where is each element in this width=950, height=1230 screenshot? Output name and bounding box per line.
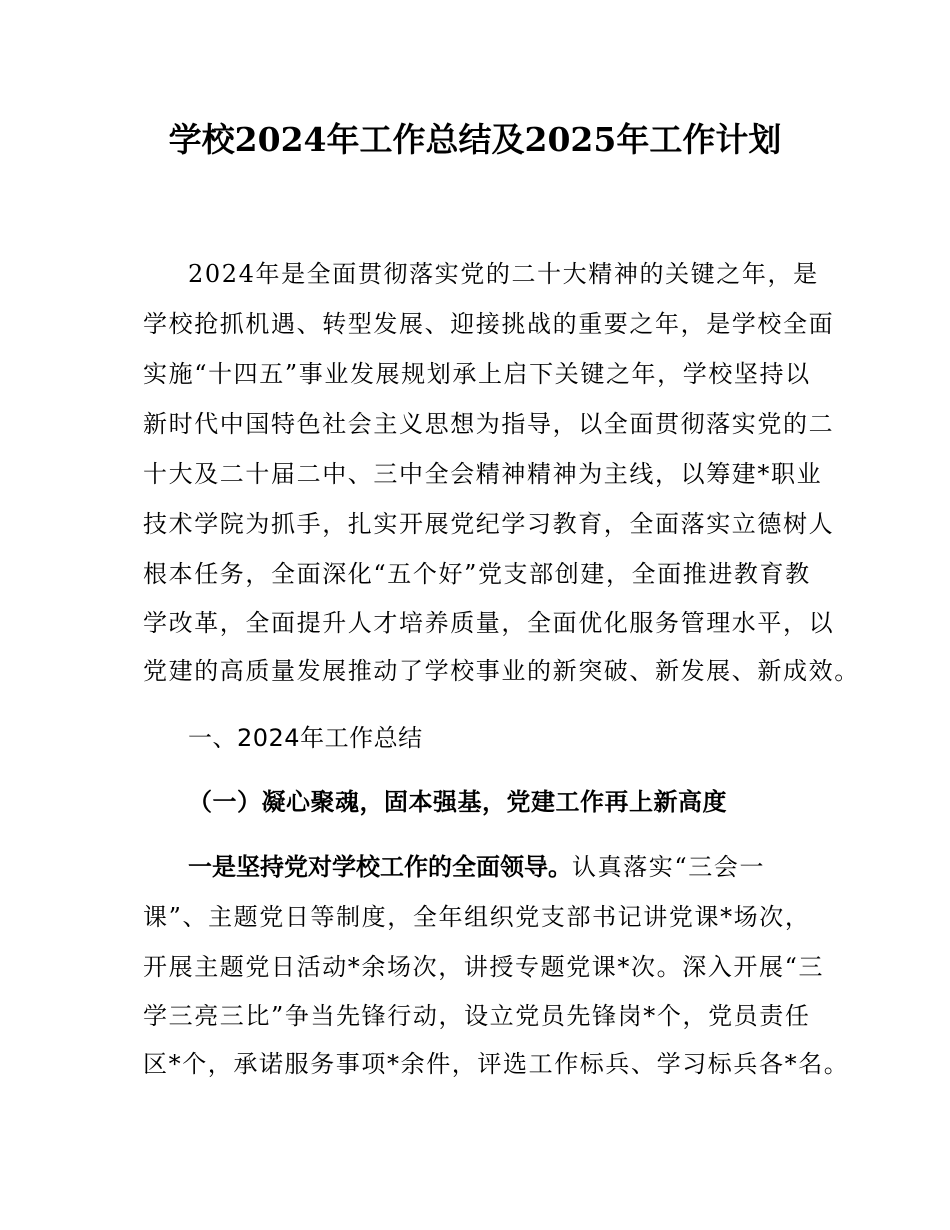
para1-line-4: 学三亮三比”争当先锋行动，设立党员先锋岗*个，党员责任: [143, 1002, 811, 1030]
intro-line-1: 2024年是全面贯彻落实党的二十大精神的关键之年，是: [188, 260, 819, 288]
subsection-heading: （一）凝心聚魂，固本强基，党建工作再上新高度: [188, 788, 727, 816]
intro-line-5: 十大及二十届二中、三中全会精神精神为主线，以筹建*职业: [143, 460, 823, 488]
para1-line-1: [188, 847, 765, 887]
para1-lead: 一是坚持党对学校工作的全面领导。: [188, 853, 572, 881]
intro-line-9: 党建的高质量发展推动了学校事业的新突破、新发展、新成效。: [143, 657, 860, 685]
intro-line-8: 学改革，全面提升人才培养质量，全面优化服务管理水平，以: [143, 609, 835, 637]
para1-line-5: 区*个，承诺服务事项*余件，评选工作标兵、学习标兵各*名。: [143, 1050, 850, 1078]
intro-line-4: 新时代中国特色社会主义思想为指导，以全面贯彻落实党的二: [143, 410, 835, 438]
document-title: 学校2024年工作总结及2025年工作计划: [168, 120, 782, 159]
intro-line-7: 根本任务，全面深化“五个好”党支部创建，全面推进教育教: [143, 560, 811, 588]
intro-line-6: 技术学院为抓手，扎实开展党纪学习教育，全面落实立德树人: [143, 510, 835, 538]
para1-first-line-rest: 认真落实“三会一: [572, 853, 766, 881]
para1-line-3: 开展主题党日活动*余场次，讲授专题党课*次。深入开展“三: [143, 953, 825, 981]
intro-line-2: 学校抢抓机遇、转型发展、迎接挑战的重要之年，是学校全面: [143, 310, 835, 338]
section-heading: 一、2024年工作总结: [188, 724, 423, 752]
para1-line-2: 课”、主题党日等制度，全年组织党支部书记讲党课*场次，: [143, 903, 811, 931]
intro-line-3: 实施“十四五”事业发展规划承上启下关键之年，学校坚持以: [143, 360, 811, 388]
